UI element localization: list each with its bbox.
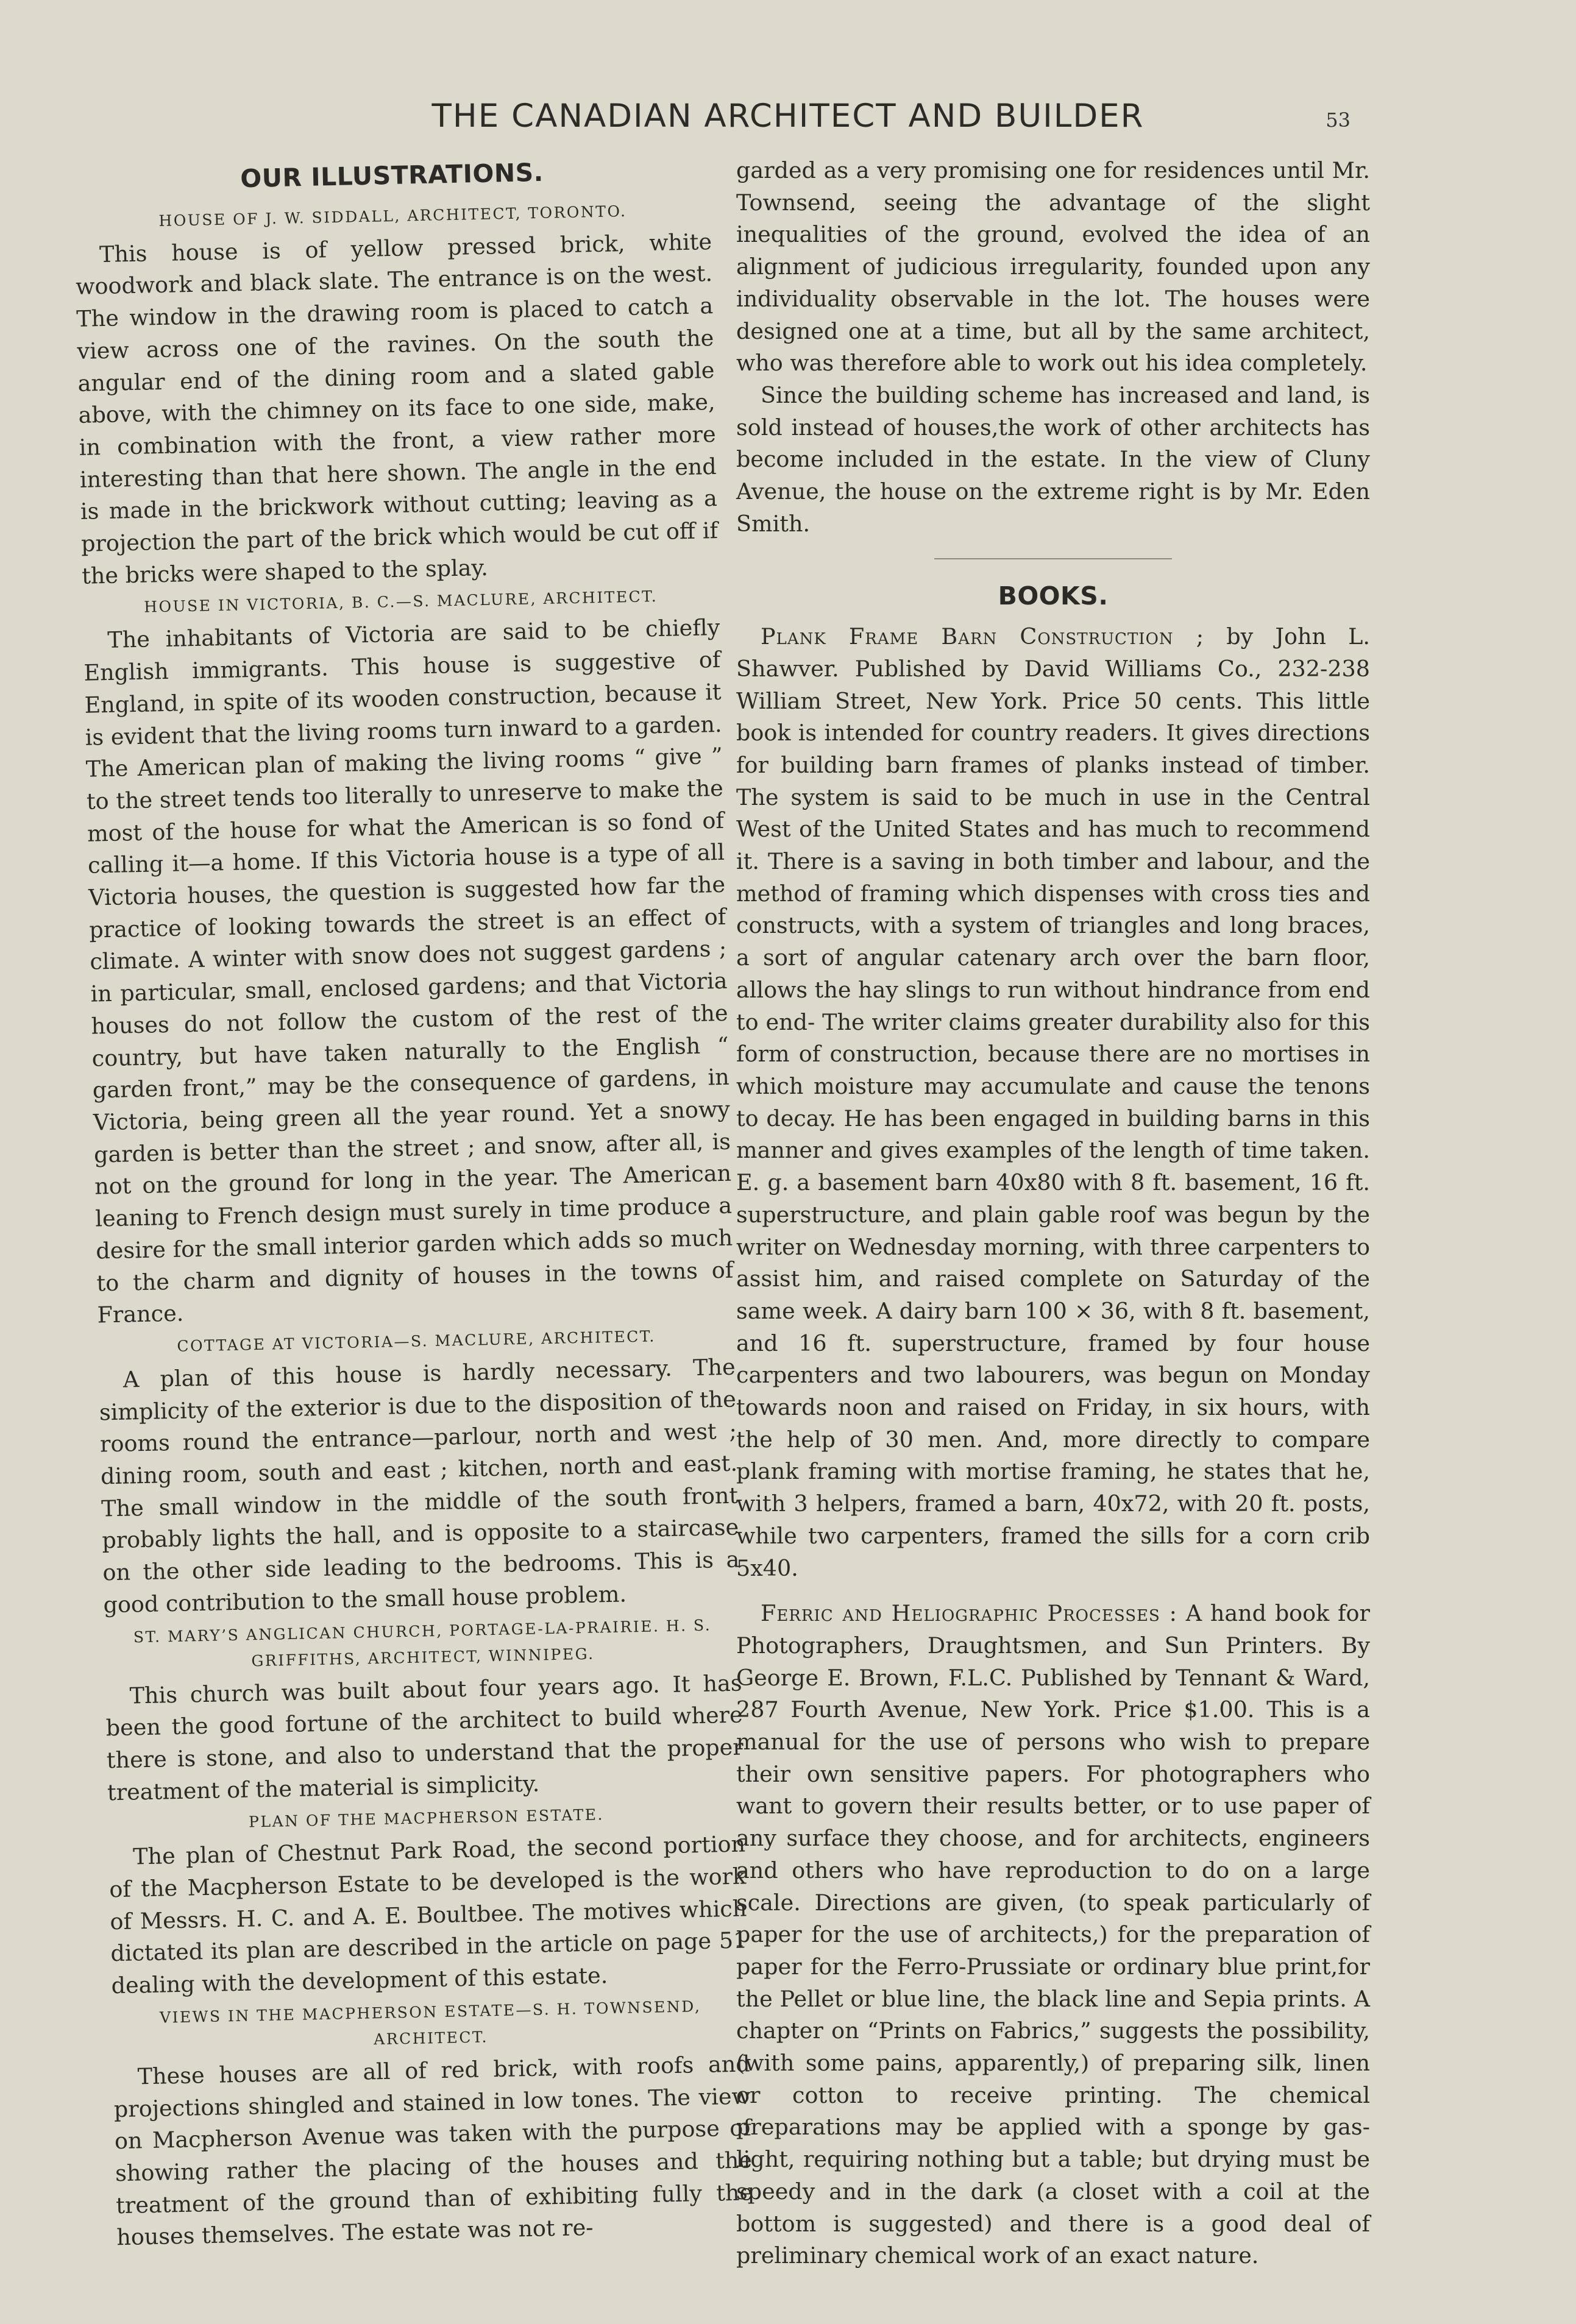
- section-title-books: BOOKS.: [998, 581, 1109, 611]
- paragraph-st-marys-church: This church was built about four years ago. It has been the good fortune of the architect to build where there is stone, and also to understand that the proper treatment of the material is simplicity.: [105, 1670, 744, 1805]
- subhead-siddall-house: HOUSE OF J. W. SIDDALL, ARCHITECT, TORONTO.: [158, 202, 627, 230]
- review-title-ferric-heliographic: Ferric and Heliographic Processes :: [761, 1600, 1177, 1627]
- running-head: [0, 97, 1576, 135]
- review-title-plank-frame-barn: Plank Frame Barn Construction ;: [761, 623, 1205, 650]
- subhead-st-marys-church: ST. MARY’S ANGLICAN CHURCH, PORTAGE-LA-PRAIRIE. H. S. GRIFFITHS, ARCHITECT, WINNIPEG.: [133, 1616, 712, 1670]
- paragraph-continued-townsend: garded as a very promising one for residences until Mr. Townsend, seeing the advantage of the slight inequalities of the ground, evolved the idea of an alignment of judicious irregularity, founded upon any individuality observable in the lot. The houses were designed one at a time, but all by the same architect, who was therefore able to work out his idea completely.: [736, 157, 1370, 377]
- masthead: THE CANADIAN ARCHITECT AND BUILDER: [431, 97, 1145, 135]
- paragraph-victoria-cottage: A plan of this house is hardly necessary. The simplicity of the exterior is due to the disposition of the rooms round the entrance—parlour, north and west ; dining room, south and east ; kitchen, north and east. The small window in the middle of the south front probably lights the hall, and is opposite to a staircase on the other side leading to the bedrooms. This is a good contribution to the small house problem.: [99, 1353, 740, 1618]
- section-title-our-illustrations: OUR ILLUSTRATIONS.: [240, 157, 544, 194]
- review-body-plank-frame-barn: by John L. Shawver. Published by David Williams Co., 232-238 William Street, New York. Price 50 cents. This little book is intended for country readers. It gives directions for building barn frames of planks instead of timber. The system is said to be much in use in the Central West of the United States and has much to recommend it. There is a saving in both timber and labour, and the method of framing which dispenses with cross ties and constructs, with a system of triangles and long braces, a sort of angular catenary arch over the barn floor, allows the hay slings to run without hindrance from end to end- The writer claims greater durability also for this form of construction, because there are no mortises in which moisture may accumulate and cause the tenons to decay. He has been engaged in building barns in this manner and gives examples of the length of time taken. E. g. a basement barn 40x80 with 8 ft. basement, 16 ft. superstructure, and plain gable roof was begun by the writer on Wednesday morning, with three carpenters to assist him, and raised complete on Saturday of the same week. A dairy barn 100 × 36, with 8 ft. basement, and 16 ft. superstructure, framed by four house carpenters and two labourers, was begun on Monday towards noon and raised on Friday, in six hours, with the help of 30 men. And, more directly to compare plank framing with mortise framing, he states that he, with 3 helpers, framed a barn, 40x72, with 20 ft. posts, while two carpenters, framed the sills for a corn crib 5x40.: [736, 623, 1371, 1581]
- right-column: [736, 155, 1370, 2272]
- page-number: 53: [1326, 108, 1351, 132]
- subhead-victoria-cottage: COTTAGE AT VICTORIA—S. MACLURE, ARCHITECT.: [177, 1327, 656, 1355]
- review-ferric-heliographic: [736, 1598, 1370, 2272]
- section-divider: [934, 558, 1172, 559]
- paragraph-macpherson-plan: The plan of Chestnut Park Road, the second portion of the Macpherson Estate to be developed is the work of Messrs. H. C. and A. E. Boultbee. The motives which dictated its plan are described in the article on page 51 dealing with the development of this estate.: [108, 1830, 748, 1999]
- review-plank-frame-barn: [736, 621, 1370, 1584]
- review-body-ferric-heliographic: A hand book for Photographers, Draughtsmen, and Sun Printers. By George E. Brown, F.L.C. Published by Tennant & Ward, 287 Fourth Avenue, New York. Price $1.00. This is a manual for the use of persons who wish to prepare their own sensitive papers. For photographers who want to govern their results better, or to use paper of any surface they choose, and for architects, engineers and others who have reproduction to do on a large scale. Directions are given, (to speak particularly of paper for the use of architects,) for the preparation of paper for the Ferro-Prussiate or ordinary blue print,for the Pellet or blue line, the black line and Sepia prints. A chapter on “Prints on Fabrics,” suggests the possibility, (with some pains, apparently,) of preparing silk, linen or cotton to receive printing. The chemical preparations may be applied with a sponge by gas-light, requiring nothing but a table; but drying must be speedy and in the dark (a closet with a coil at the bottom is suggested) and there is a good deal of preliminary chemical work of an exact nature.: [736, 1600, 1370, 2269]
- left-column: [73, 153, 754, 2254]
- paragraph-siddall-house: This house is of yellow pressed brick, white woodwork and black slate. The entrance is on the west. The window in the drawing room is placed to catch a view across one of the ravines. On the south the angular end of the dining room and a slated gable above, with the chimney on its face to one side, make, in combination with the front, a view rather more interesting than that here shown. The angle in the end is made in the brickwork without cutting; leaving as a projection the part of the brick which would be cut off if the bricks were shaped to the splay.: [75, 228, 719, 589]
- paragraph-cluny-avenue: Since the building scheme has increased and land, is sold instead of houses,the work of other architects has become included in the estate. In the view of Cluny Avenue, the house on the extreme right is by Mr. Eden Smith.: [736, 381, 1370, 537]
- paragraph-victoria-house: The inhabitants of Victoria are said to be chiefly English immigrants. This house is suggestive of England, in spite of its wooden construction, because it is evident that the living rooms turn inward to a garden. The American plan of making the living rooms “ give ” to the street tends too literally to unreserve to make the most of the house for what the American is so fond of calling it—a home. If this Victoria house is a type of all Victoria houses, the question is suggested how far the practice of looking towards the street is an effect of climate. A winter with snow does not suggest gardens ; in particular, small, enclosed gardens; and that Victoria houses do not follow the custom of the rest of the country, but have taken naturally to the English “ garden front,” may be the consequence of gardens, in Victoria, being green all the year round. Yet a snowy garden is better than the street ; and snow, after all, is not on the ground for long in the year. The American leaning to French design must surely in time produce a desire for the small interior garden which adds so much to the charm and dignity of houses in the towns of France.: [83, 614, 734, 1328]
- subhead-victoria-house: HOUSE IN VICTORIA, B. C.—S. MACLURE, ARCHITECT.: [143, 587, 658, 617]
- paragraph-macpherson-views: These houses are all of red brick, with roofs and projections shingled and stained in low tones. The view on Macpherson Avenue was taken with the purpose of showing rather the placing of the houses and the treatment of the ground than of exhibiting fully the houses themselves. The estate was not re-: [113, 2050, 753, 2251]
- subhead-macpherson-plan: PLAN OF THE MACPHERSON ESTATE.: [248, 1805, 605, 1831]
- subhead-macpherson-views: VIEWS IN THE MACPHERSON ESTATE—S. H. TOWNSEND, ARCHITECT.: [159, 1997, 701, 2049]
